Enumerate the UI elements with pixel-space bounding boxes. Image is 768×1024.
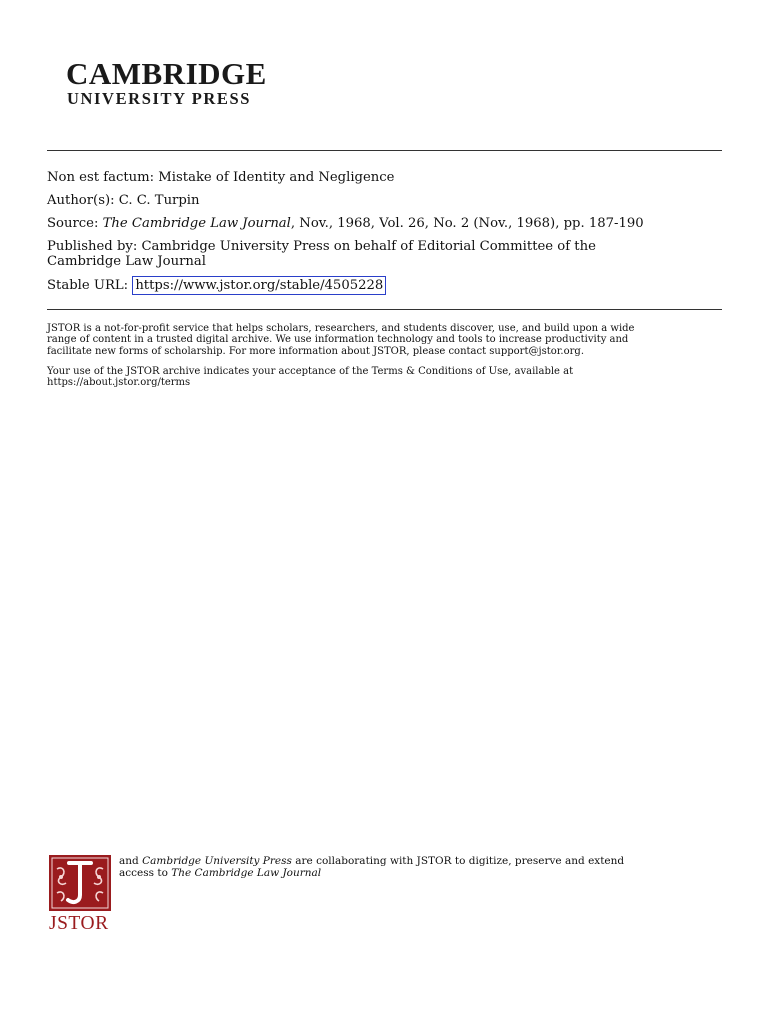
jstor-logo	[49, 855, 115, 934]
jstor-emblem-icon	[49, 855, 111, 911]
stable-url-line	[47, 276, 727, 295]
collab-text: are collaborating with JSTOR to digitize, preserve and extend	[295, 855, 625, 867]
jstor-wordmark: JSTOR	[49, 913, 109, 934]
notice-line-1: JSTOR is a not-for-profit service that helps scholars, researchers, and students discover, use, and build upon a wide	[47, 323, 635, 334]
article-metadata	[47, 170, 727, 295]
stable-url-link[interactable]: https://www.jstor.org/stable/4505228	[132, 276, 386, 295]
bottom-divider	[47, 309, 722, 310]
terms-line-1: Your use of the JSTOR archive indicates your acceptance of the Terms & Conditions of Use, available at	[47, 366, 574, 377]
article-title: Non est factum: Mistake of Identity and Negligence	[47, 170, 395, 185]
authors-value: C. C. Turpin	[118, 193, 200, 208]
authors-label: Author(s):	[47, 193, 115, 208]
authors-line	[47, 193, 727, 208]
terms-url[interactable]: https://about.jstor.org/terms	[47, 377, 191, 389]
published-by-line1: Published by: Cambridge University Press on behalf of Editorial Committee of the	[47, 239, 596, 254]
collab-publisher: Cambridge University Press	[142, 855, 292, 867]
jstor-emblem-graphic	[49, 855, 111, 911]
notice-line-2: range of content in a trusted digital archive. We use information technology and tools to increase productivity and	[47, 334, 629, 346]
logo-line-university-press: UNIVERSITY PRESS	[67, 89, 252, 108]
published-by-line2: Cambridge Law Journal	[47, 254, 206, 269]
notice-line-3: facilitate new forms of scholarship. For more information about JSTOR, please contact support@jstor.org.	[47, 345, 584, 357]
collab-and: and	[119, 855, 139, 867]
cambridge-university-press-logo	[66, 58, 316, 108]
collab-access-to: access to	[119, 866, 168, 879]
source-journal: The Cambridge Law Journal	[102, 216, 291, 231]
jstor-notice-paragraph	[47, 323, 727, 357]
logo-line-cambridge: CAMBRIDGE	[66, 56, 267, 91]
source-label: Source:	[47, 216, 99, 231]
stable-url-label: Stable URL:	[47, 278, 129, 293]
collab-journal: The Cambridge Law Journal	[171, 866, 322, 879]
terms-paragraph	[47, 366, 727, 389]
top-divider	[47, 150, 722, 151]
collab-line-2	[119, 868, 719, 880]
source-line	[47, 216, 727, 231]
source-details: , Nov., 1968, Vol. 26, No. 2 (Nov., 1968), pp. 187-190	[290, 216, 644, 231]
collaboration-statement	[119, 856, 719, 879]
